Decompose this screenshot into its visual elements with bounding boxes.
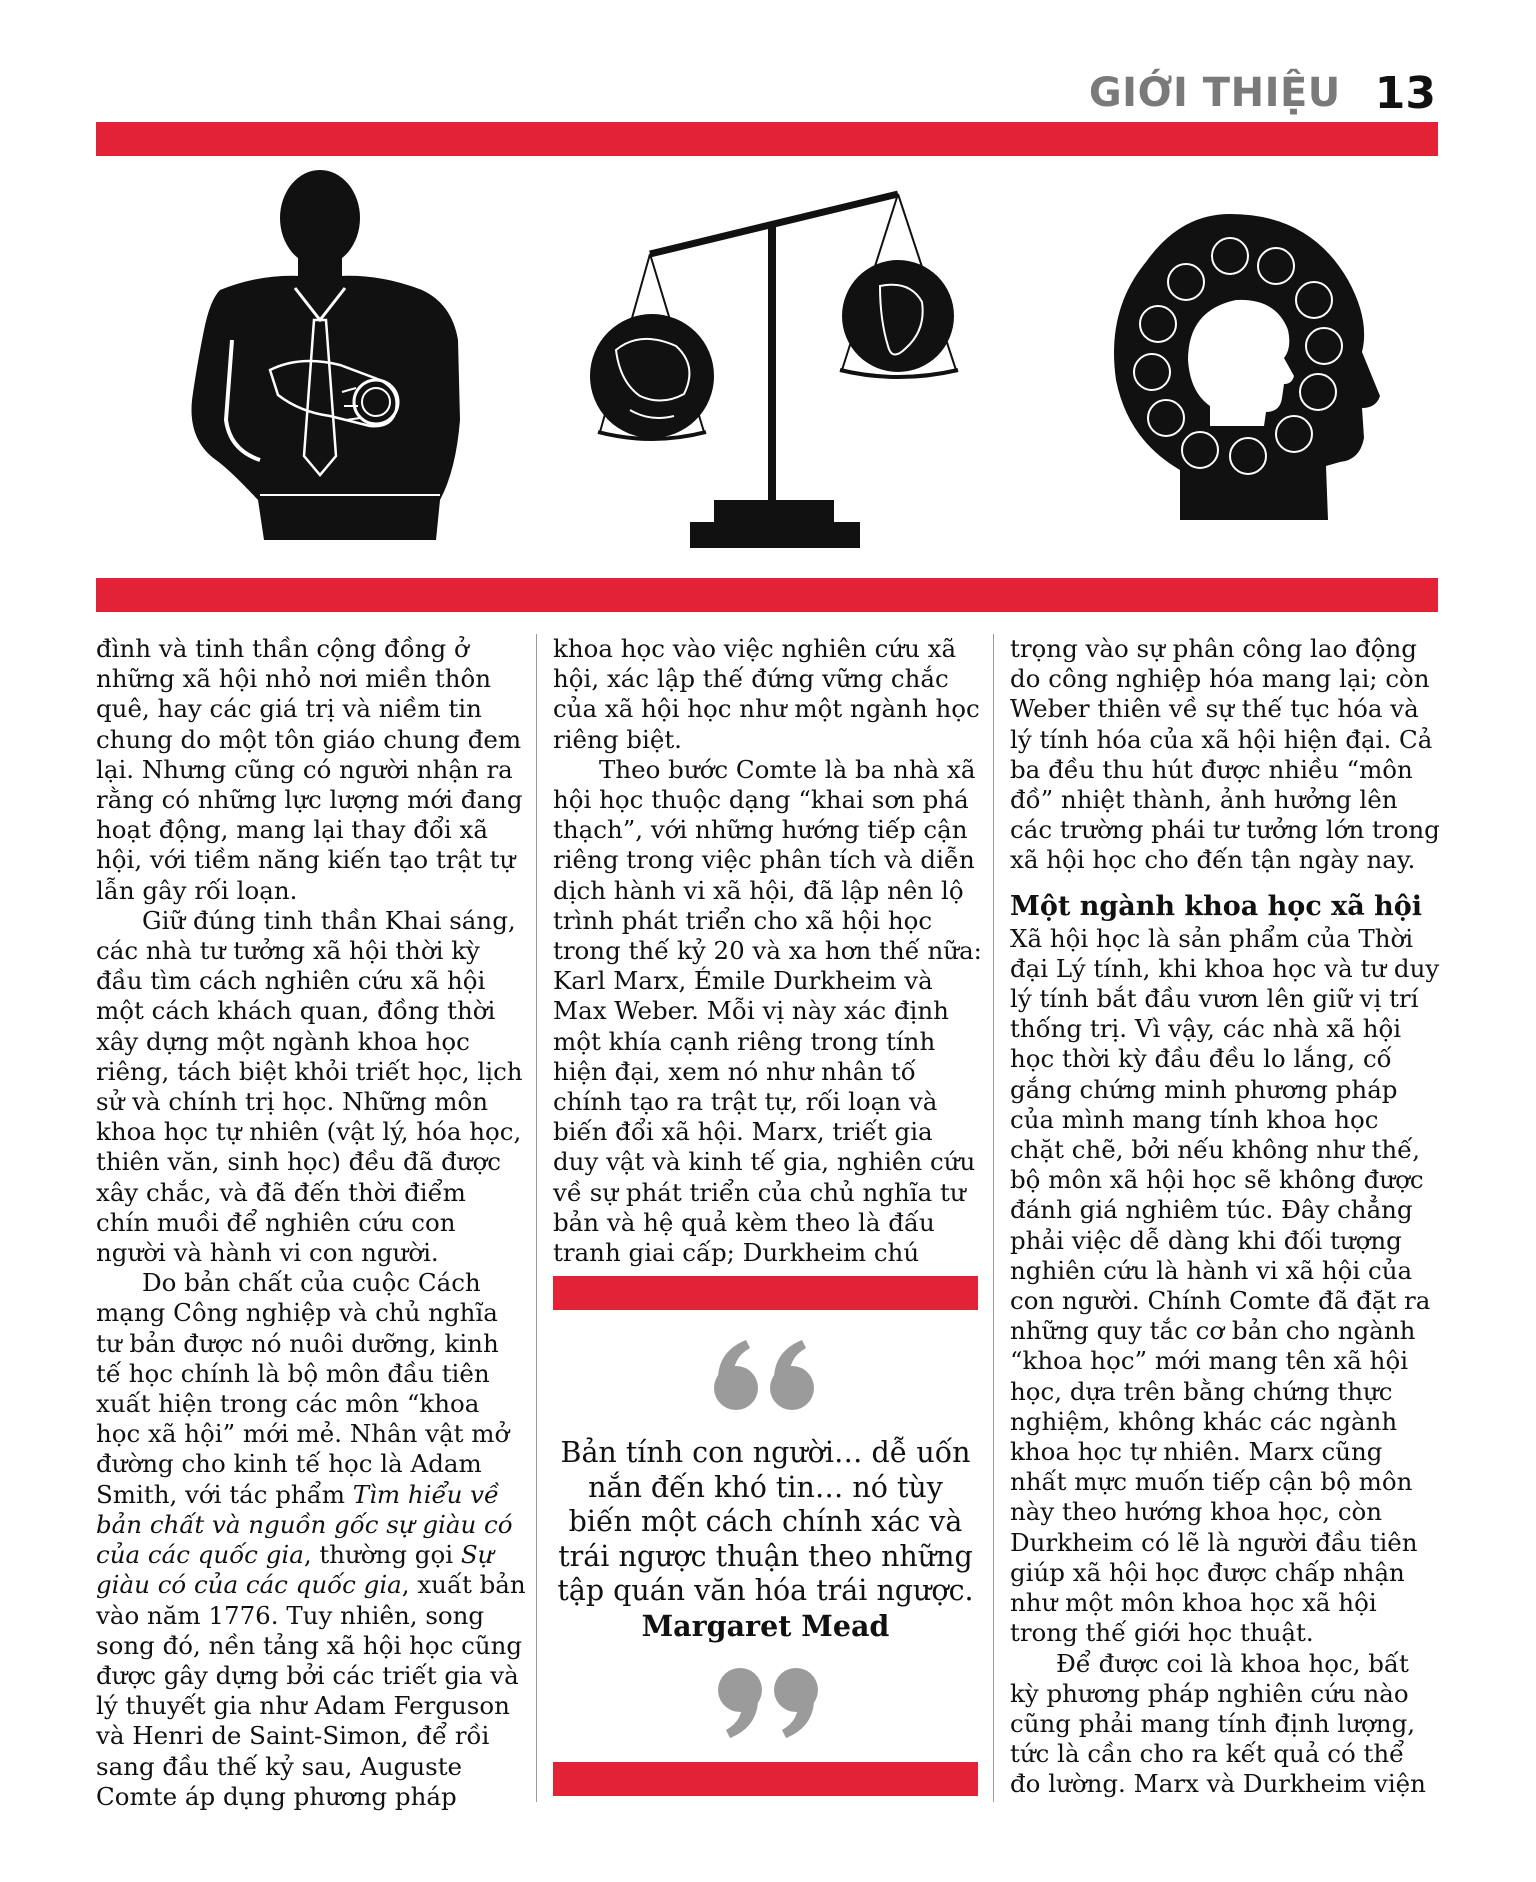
paragraph: [96, 1268, 526, 1812]
paragraph: trọng vào sự phân công lao động do công nghiệp hóa mang lại; còn Weber thiên về sự thế tục hóa và lý tính hóa của xã hội hiện đại. Cả ba đều thu hút được nhiều “môn đồ” nhiệt thành, ảnh hưởng lên các trường phái tư tưởng lớn trong xã hội học cho đến tận ngày nay.: [1010, 634, 1440, 875]
paragraph: Để được coi là khoa học, bất kỳ phương pháp nghiên cứu nào cũng phải mang tính định lượng, tức là cần cho ra kết quả có thể đo lường. Marx và Durkheim viện: [1010, 1648, 1426, 1799]
close-quote-icon: [712, 1664, 820, 1740]
running-header: [1089, 68, 1436, 118]
book-short-title: Sự giàu có của các quốc gia: [96, 1540, 494, 1600]
column-divider: [536, 634, 537, 1802]
section-heading: Một ngành khoa học xã hội: [1010, 890, 1423, 922]
page-number: 13: [1374, 67, 1436, 119]
pullquote: [553, 1436, 978, 1643]
column-1: [96, 634, 526, 1812]
book-title: Tìm hiểu về bản chất và nguồn gốc sự giàu có của các quốc gia: [96, 1479, 513, 1570]
paragraph-text: , xuất bản vào năm 1776. Tuy nhiên, song song đó, nền tảng xã hội học cũng được gây dựng bởi các triết gia và lý thuyết gia như Adam Ferguson và Henri de Saint-Simon, để rồi sang đầu thế kỷ sau, Auguste Comte áp dụng phương pháp: [96, 1570, 526, 1811]
illustration-bottom-red-bar: [96, 578, 1438, 612]
top-red-bar: [96, 122, 1438, 156]
pullquote-bottom-bar: [553, 1762, 978, 1796]
paragraph: Theo bước Comte là ba nhà xã hội học thuộc dạng “khai sơn phá thạch”, với những hướng tiếp cận riêng trong việc phân tích và diễn dịch hành vi xã hội, đã lập nên lộ trình phát triển cho xã hội học trong thế kỷ 20 và xa hơn thế nữa: Karl Marx, Émile Durkheim và Max Weber. Mỗi vị này xác định một khía cạnh riêng trong tính hiện đại, xem nó như nhân tố chính tạo ra trật tự, rối loạn và biến đổi xã hội. Marx, triết gia duy vật và kinh tế gia, nghiên cứu về sự phát triển của chủ nghĩa tư bản và hệ quả kèm theo là đấu tranh giai cấp; Durkheim chú: [553, 754, 982, 1268]
column-2: [553, 634, 983, 1268]
man-with-wristwatch-icon: [160, 170, 490, 570]
pullquote-text: Bản tính con người… dễ uốn nắn đến khó tin… nó tùy biến một cách chính xác và trái ngược thuận theo những tập quán văn hóa trái ngược.: [557, 1436, 974, 1607]
open-quote-icon: [712, 1338, 820, 1414]
paragraph: Giữ đúng tinh thần Khai sáng, các nhà tư tưởng xã hội thời kỳ đầu tìm cách nghiên cứu xã hội một cách khách quan, đồng thời xây dựng một ngành khoa học riêng, tách biệt khỏi triết học, lịch sử và chính trị học. Những môn khoa học tự nhiên (vật lý, hóa học, thiên văn, sinh học) đều đã được xây chắc, và đã đến thời điểm chín muồi để nghiên cứu con người và hành vi con người.: [96, 905, 523, 1268]
head-with-faces-icon: [1080, 170, 1380, 570]
section-title: GIỚI THIỆU: [1088, 70, 1341, 116]
pullquote-author: Margaret Mead: [641, 1608, 890, 1643]
paragraph-text: Do bản chất của cuộc Cách mạng Công nghiệp và chủ nghĩa tư bản được nó nuôi dưỡng, kinh tế học chính là bộ môn đầu tiên xuất hiện trong các môn “khoa học xã hội” mới mẻ. Nhân vật mở đường cho kinh tế học là Adam Smith, với tác phẩm: [96, 1268, 510, 1509]
paragraph: khoa học vào việc nghiên cứu xã hội, xác lập thế đứng vững chắc của xã hội học như một ngành học riêng biệt.: [553, 634, 980, 754]
scale-with-globes-icon: [580, 170, 970, 570]
column-3: [1010, 634, 1440, 1800]
paragraph: đình và tinh thần cộng đồng ở những xã hội nhỏ nơi miền thôn quê, hay các giá trị và niềm tin chung do một tôn giáo chung đem lại. Nhưng cũng có người nhận ra rằng có những lực lượng mới đang hoạt động, mang lại thay đổi xã hội, với tiềm năng kiến tạo trật tự lẫn gây rối loạn.: [96, 634, 523, 905]
column-divider: [993, 634, 994, 1802]
pullquote-top-bar: [553, 1276, 978, 1310]
paragraph-text: , thường gọi: [303, 1540, 461, 1570]
paragraph: Xã hội học là sản phẩm của Thời đại Lý tính, khi khoa học và tư duy lý tính bắt đầu vươn lên giữ vị trí thống trị. Vì vậy, các nhà xã hội học thời kỳ đầu đều lo lắng, cố gắng chứng minh phương pháp của mình mang tính khoa học chặt chẽ, bởi nếu không như thế, bộ môn xã hội học sẽ không được đánh giá nghiêm túc. Đây chẳng phải việc dễ dàng khi đối tượng nghiên cứu là hành vi xã hội của con người. Chính Comte đã đặt ra những quy tắc cơ bản cho ngành “khoa học” mới mang tên xã hội học, dựa trên bằng chứng thực nghiệm, không khác các ngành khoa học tự nhiên. Marx cũng nhất mực muốn tiếp cận bộ môn này theo hướng khoa học, còn Durkheim có lẽ là người đầu tiên giúp xã hội học được chấp nhận như một môn khoa học xã hội trong thế giới học thuật.: [1010, 923, 1440, 1648]
